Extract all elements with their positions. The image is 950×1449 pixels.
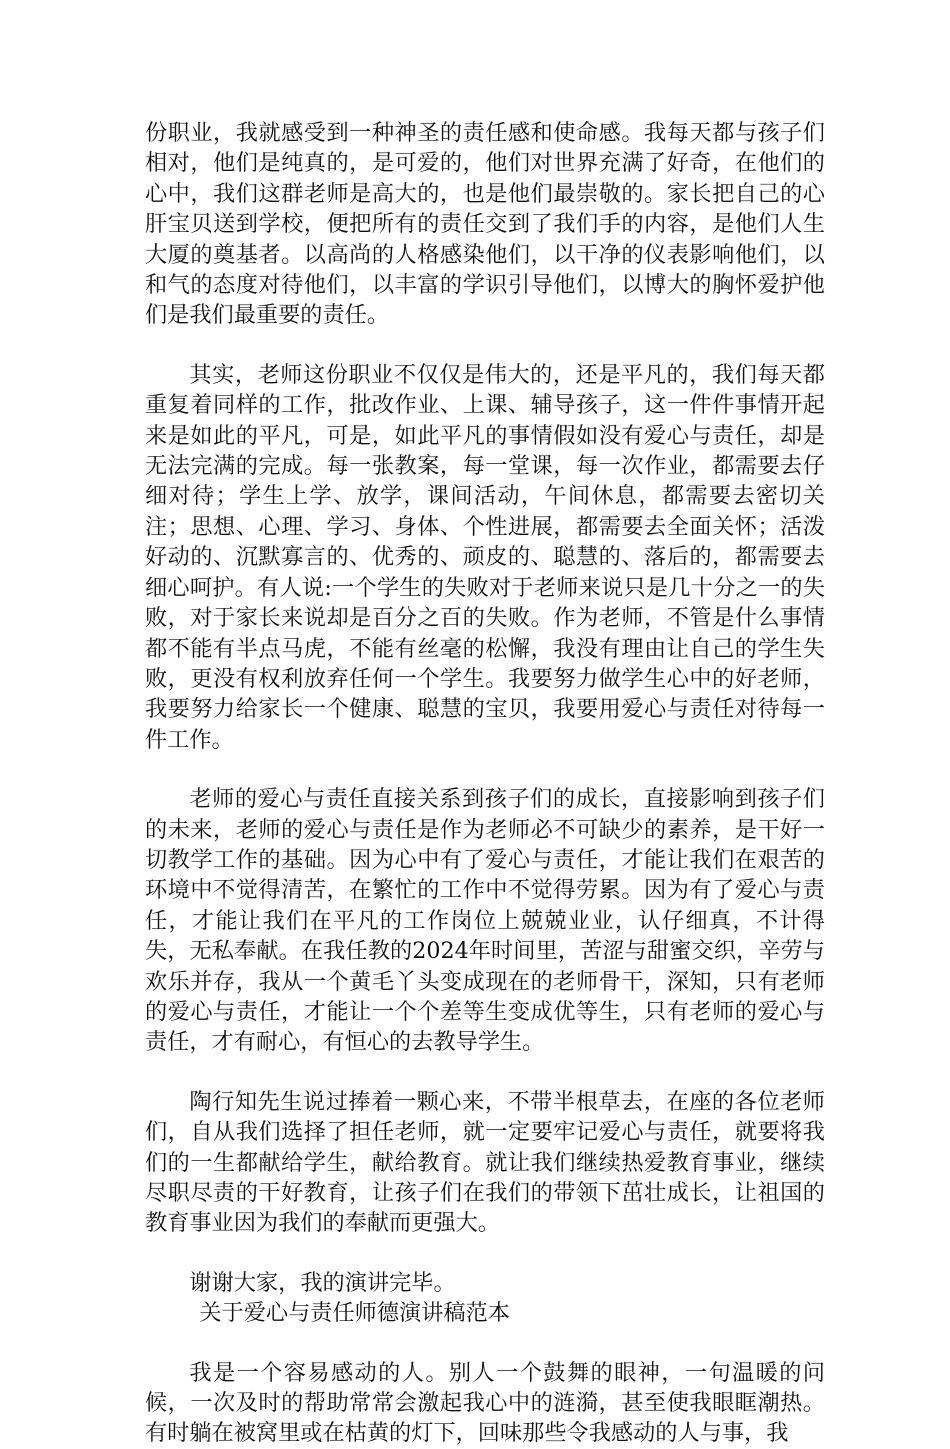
paragraph-spacer [145, 755, 825, 784]
paragraph-spacer [145, 1329, 825, 1358]
paragraph-1: 份职业，我就感受到一种神圣的责任感和使命感。我每天都与孩子们相对，他们是纯真的，是可爱的，他们对世界充满了好奇，在他们的心中，我们这群老师是高大的，也是他们最崇敬的。家长把自己的心肝宝贝送到学校，便把所有的责任交到了我们手的内容，是他们人生大厦的奠基者。以高尚的人格感染他们，以干净的仪表影响他们，以和气的态度对待他们，以丰富的学识引导他们，以博大的胸怀爱护他们是我们最重要的责任。 [145, 120, 825, 329]
paragraph-spacer [145, 331, 825, 360]
paragraph-2: 其实，老师这份职业不仅仅是伟大的，还是平凡的，我们每天都重复着同样的工作，批改作业、上课、辅导孩子，这一件件事情开起来是如此的平凡，可是，如此平凡的事情假如没有爱心与责任，却是无法完满的完成。每一张教案，每一堂课，每一次作业，都需要去仔细对待；学生上学、放学，课间活动，午间休息，都需要去密切关注；思想、心理、学习、身体、个性进展，都需要去全面关怀；活泼好动的、沉默寡言的、优秀的、顽皮的、聪慧的、落后的，都需要去细心呵护。有人说:一个学生的失败对于老师来说只是几十分之一的失败，对于家长来说却是百分之百的失败。作为老师，不管是什么事情都不能有半点马虎，不能有丝毫的松懈，我没有理由让自己的学生失败，更没有权利放弃任何一个学生。我要努力做学生心中的好老师，我要努力给家长一个健康、聪慧的宝贝，我要用爱心与责任对待每一件工作。 [145, 361, 825, 753]
closing-line: 谢谢大家，我的演讲完毕。 [189, 1269, 456, 1296]
document-body [145, 118, 825, 1449]
paragraph-4: 陶行知先生说过捧着一颗心来，不带半根草去，在座的各位老师们，自从我们选择了担任老师，就一定要牢记爱心与责任，就要将我们的一生都献给学生，献给教育。就让我们继续热爱教育事业，继续尽职尽责的干好教育，让孩子们在我们的带领下茁壮成长，让祖国的教育事业因为我们的奉献而更强大。 [145, 1088, 825, 1237]
paragraph-3: 老师的爱心与责任直接关系到孩子们的成长，直接影响到孩子们的未来，老师的爱心与责任是作为老师必不可缺少的素养，是干好一切教学工作的基础。因为心中有了爱心与责任，才能让我们在艰苦的环境中不觉得清苦，在繁忙的工作中不觉得劳累。因为有了爱心与责任，才能让我们在平凡的工作岗位上兢兢业业，认仔细真，不计得失，无私奉献。在我任教的2024年时间里，苦涩与甜蜜交织，辛劳与欢乐并存，我从一个黄毛丫头变成现在的老师骨干，深知，只有老师的爱心与责任，才能让一个个差等生变成优等生，只有老师的爱心与责任，才有耐心，有恒心的去教导学生。 [145, 786, 825, 1056]
section-title: 关于爱心与责任师德演讲稿范本 [199, 1300, 510, 1327]
paragraph-5: 我是一个容易感动的人。别人一个鼓舞的眼神，一句温暖的问候，一次及时的帮助常常会激起我心中的涟漪，甚至使我眼眶潮热。有时躺在被窝里或在枯黄的灯下，回味那些令我感动的人与事，我 [145, 1359, 825, 1447]
paragraph-spacer [145, 1239, 825, 1268]
paragraph-spacer [145, 1058, 825, 1087]
